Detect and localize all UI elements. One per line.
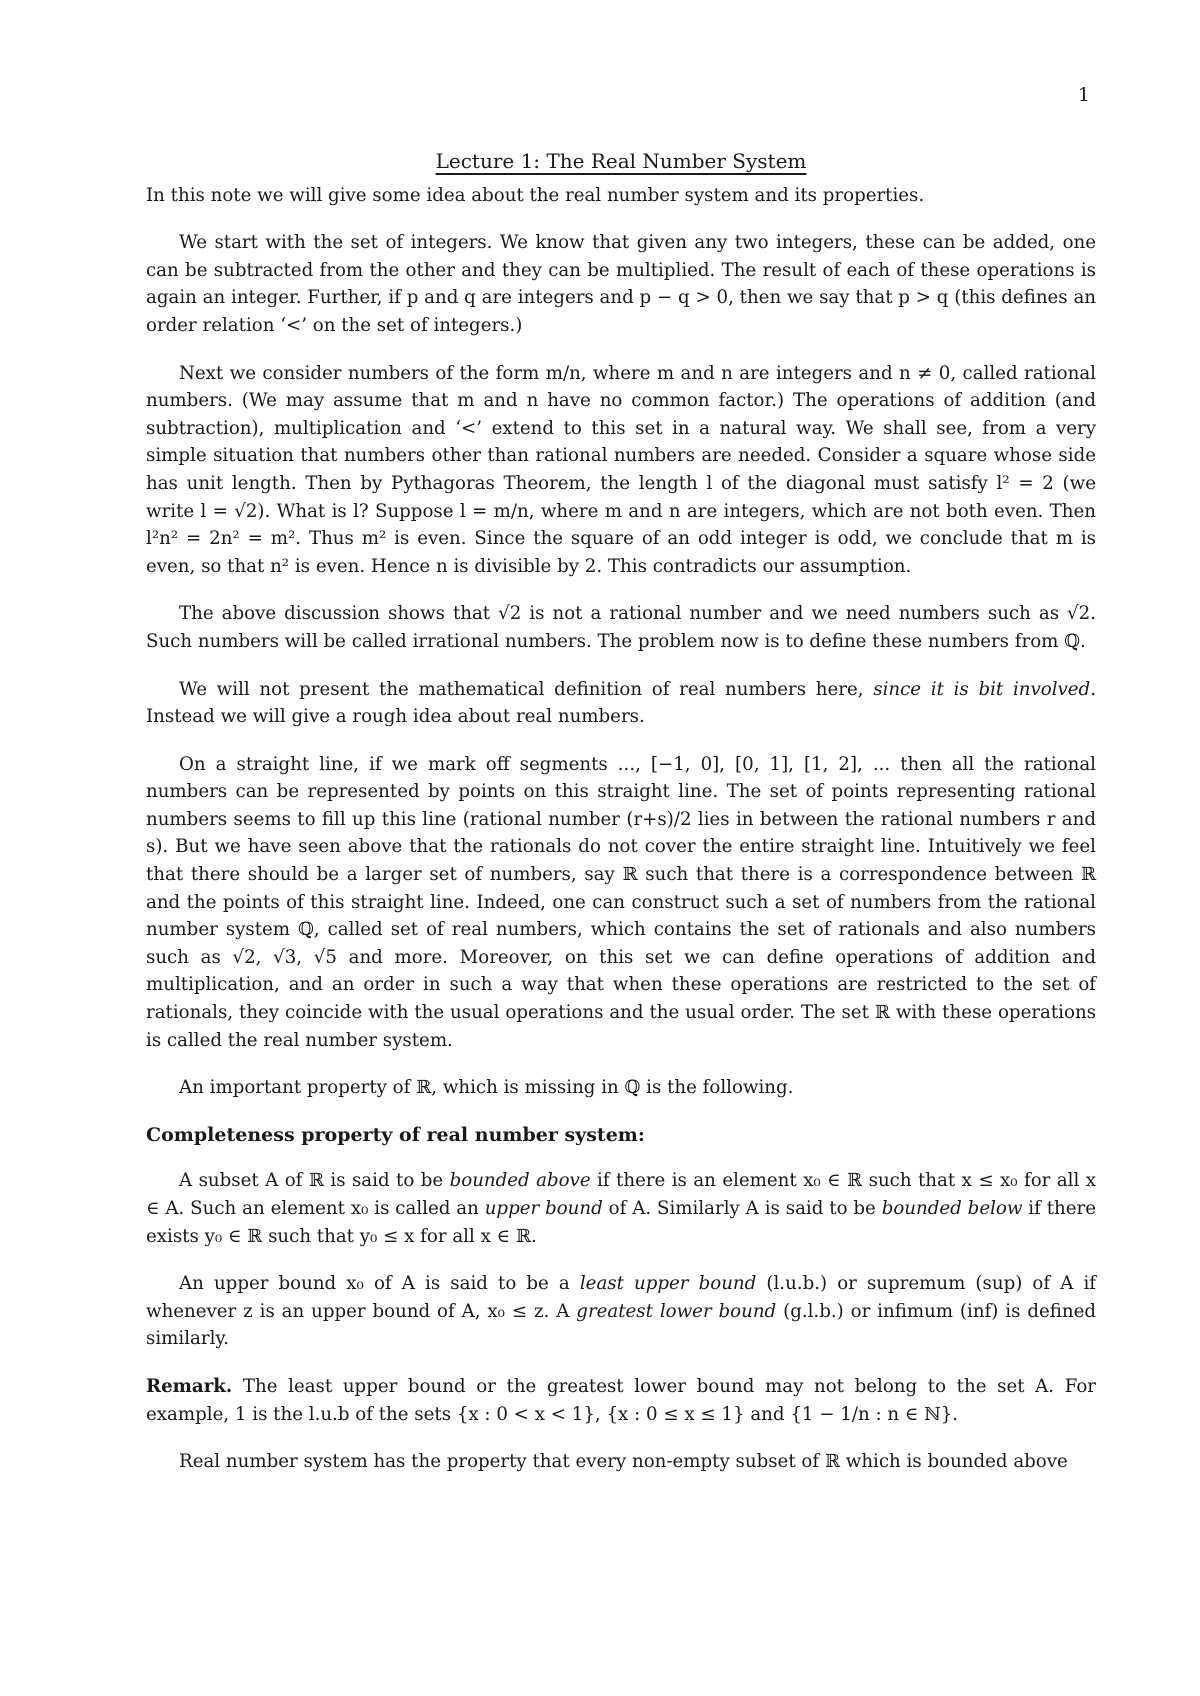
page-title	[146, 148, 1096, 176]
italic-text: since it is bit involved.	[873, 678, 1096, 700]
document-body	[146, 148, 1096, 1496]
remark-label: Remark.	[146, 1375, 233, 1397]
section-heading-completeness: Completeness property of real number system:	[146, 1123, 645, 1146]
paragraph-integers: We start with the set of integers. We know that given any two integers, these can be added, one can be subtracted from the other and they can be multiplied. The result of each of these operations is again an integer. Further, if p and q are integers and p − q > 0, then we say that p > q (this defines an order relation ‘<’ on the set of integers.)	[146, 232, 1096, 336]
paragraph-completeness: Real number system has the property that every non-empty subset of ℝ which is bounded above	[179, 1451, 1068, 1473]
term-upper-bound: upper bound	[484, 1198, 603, 1219]
paragraph-text: of A. Similarly A is said to be	[602, 1198, 882, 1219]
term-bounded-above: bounded above	[449, 1170, 591, 1192]
page-title-text: Lecture 1: The Real Number System	[435, 149, 807, 173]
paragraph-text: (l.u.b.) or supremum (sup) of A if whenever z is an upper bound of A, x₀ ≤ z. A	[146, 1273, 1097, 1322]
term-greatest-lower-bound: greatest lower bound	[576, 1300, 777, 1322]
paragraph-irrationals: The above discussion shows that √2 is not a rational number and we need numbers such as √2. Such numbers will be called irrational numbers. The problem now is to define these numbers from ℚ.	[146, 603, 1096, 652]
page-number: 1	[1077, 84, 1090, 106]
paragraph-lub	[146, 1270, 1096, 1353]
term-bounded-below: bounded below	[881, 1198, 1023, 1219]
paragraph-definition-note	[146, 676, 1096, 731]
paragraph-bounded	[146, 1167, 1096, 1250]
paragraph-text: Instead we will give a rough idea about real numbers.	[146, 706, 645, 728]
paragraph-important-property: An important property of ℝ, which is missing in ℚ is the following.	[179, 1077, 794, 1099]
paragraph-text: We will not present the mathematical definition of real numbers here,	[179, 678, 874, 700]
paragraph-text: An upper bound x₀ of A is said to be a	[179, 1273, 580, 1295]
remark-text: The least upper bound or the greatest lower bound may not belong to the set A. For example, 1 is the l.u.b of the sets {x : 0 < x < 1}, {x : 0 ≤ x ≤ 1} and {1 − 1/n : n ∈ ℕ}.	[146, 1375, 1096, 1425]
paragraph-text: if there exists y₀ ∈ ℝ such that y₀ ≤ x for all x ∈ ℝ.	[146, 1198, 1096, 1247]
paragraph-remark	[146, 1373, 1096, 1428]
paragraph-text: (g.l.b.) or infimum (inf) is defined similarly.	[146, 1300, 1096, 1350]
paragraph-intro: In this note we will give some idea about the real number system and its properties.	[146, 184, 925, 206]
paragraph-text: if there is an element x₀ ∈ ℝ such that x ≤ x₀ for all x ∈ A. Such an element x₀ is called an	[146, 1170, 1096, 1219]
paragraph-straight-line: On a straight line, if we mark off segments ..., [−1, 0], [0, 1], [1, 2], ... then all the rational numbers can be represented by points on this straight line. The set of points representing rational numbers seems to fill up this line (rational number (r+s)/2 lies in between the rational numbers r and s). But we have seen above that the rationals do not cover the entire straight line. Intuitively we feel that there should be a larger set of numbers, say ℝ such that there is a correspondence between ℝ and the points of this straight line. Indeed, one can construct such a set of numbers from the rational number system ℚ, called set of real numbers, which contains the set of rationals and also numbers such as √2, √3, √5 and more. Moreover, on this set we can define operations of addition and multiplication, and an order in such a way that when these operations are restricted to the set of rationals, they coincide with the usual operations and the usual order. The set ℝ with these operations is called the real number system.	[146, 753, 1096, 1051]
term-least-upper-bound: least upper bound	[579, 1273, 757, 1295]
paragraph-rationals: Next we consider numbers of the form m/n, where m and n are integers and n ≠ 0, called rational numbers. (We may assume that m and n have no common factor.) The operations of addition (and subtraction), multiplication and ‘<’ extend to this set in a natural way. We shall see, from a very simple situation that numbers other than rational numbers are needed. Consider a square whose side has unit length. Then by Pythagoras Theorem, the length l of the diagonal must satisfy l² = 2 (we write l = √2). What is l? Suppose l = m/n, where m and n are integers, which are not both even. Then l²n² = 2n² = m². Thus m² is even. Since the square of an odd integer is odd, we conclude that m is even, so that n² is even. Hence n is divisible by 2. This contradicts our assumption.	[146, 362, 1096, 577]
paragraph-text: A subset A of ℝ is said to be	[179, 1170, 450, 1192]
